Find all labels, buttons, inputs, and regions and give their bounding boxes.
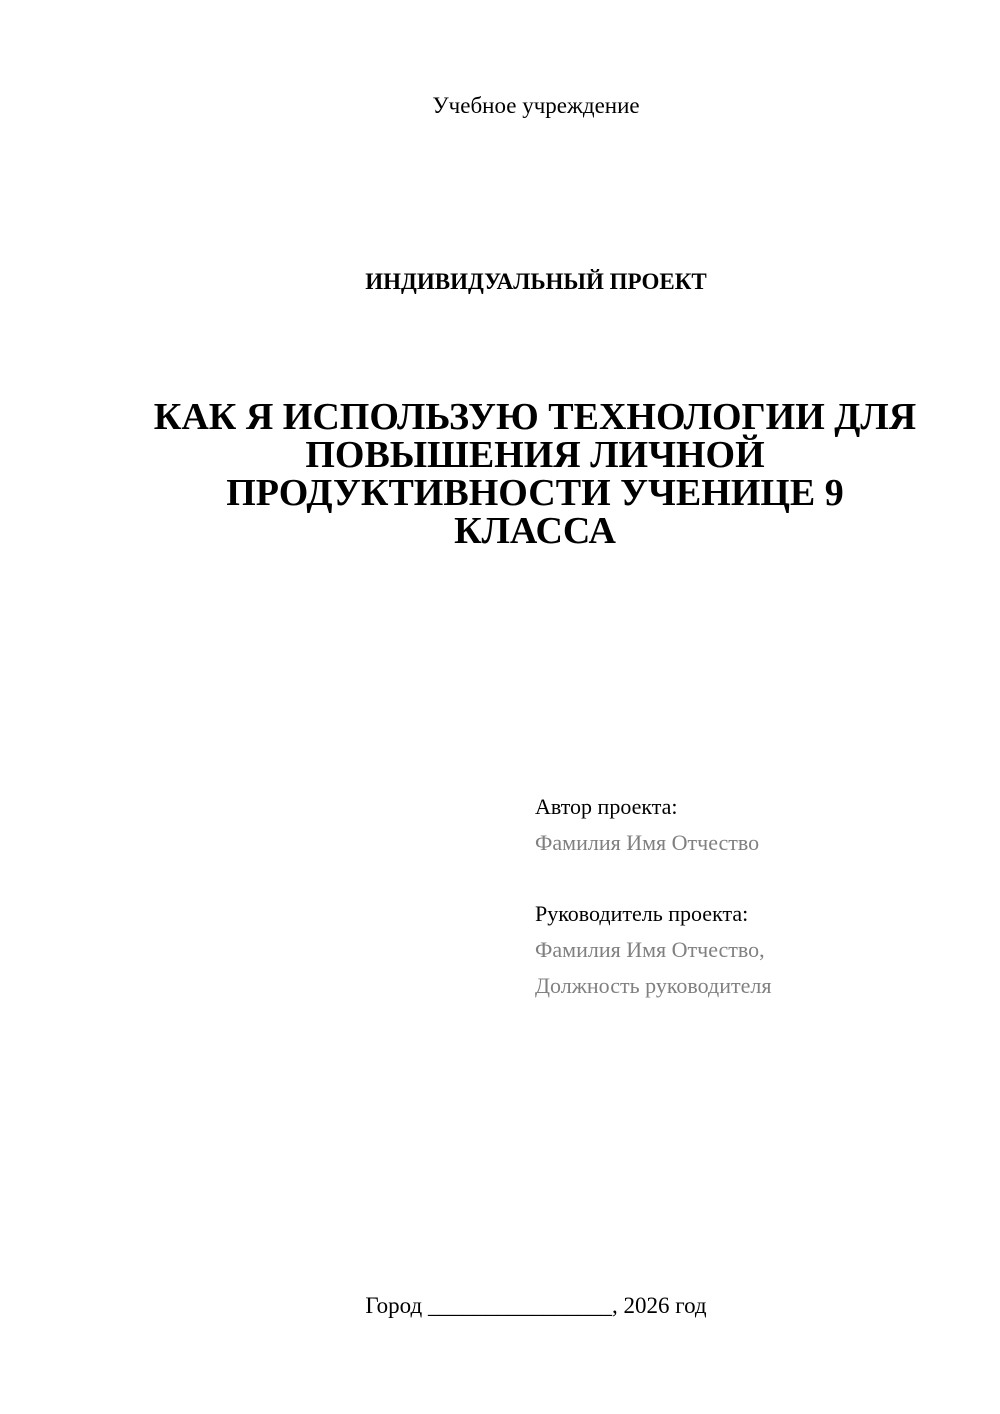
author-label: Автор проекта: bbox=[535, 794, 678, 819]
project-type-heading: ИНДИВИДУАЛЬНЫЙ ПРОЕКТ bbox=[365, 269, 707, 294]
credits-spacer bbox=[535, 861, 965, 896]
supervisor-label: Руководитель проекта: bbox=[535, 901, 749, 926]
project-title-line: ПОВЫШЕНИЯ ЛИЧНОЙ bbox=[305, 434, 765, 476]
project-credits bbox=[535, 789, 965, 1004]
supervisor-position: Должность руководителя bbox=[535, 973, 772, 998]
institution-name: Учебное учреждение bbox=[432, 93, 640, 118]
project-title-line: ПРОДУКТИВНОСТИ УЧЕНИЦЕ 9 bbox=[226, 472, 844, 514]
author-name: Фамилия Имя Отчество bbox=[535, 830, 760, 855]
project-title bbox=[100, 398, 970, 550]
project-title-line: КАК Я ИСПОЛЬЗУЮ ТЕХНОЛОГИИ ДЛЯ bbox=[153, 396, 917, 438]
city-year-line: Город ________________, 2026 год bbox=[365, 1293, 707, 1318]
project-title-line: КЛАССА bbox=[454, 510, 616, 552]
supervisor-name: Фамилия Имя Отчество, bbox=[535, 937, 765, 962]
